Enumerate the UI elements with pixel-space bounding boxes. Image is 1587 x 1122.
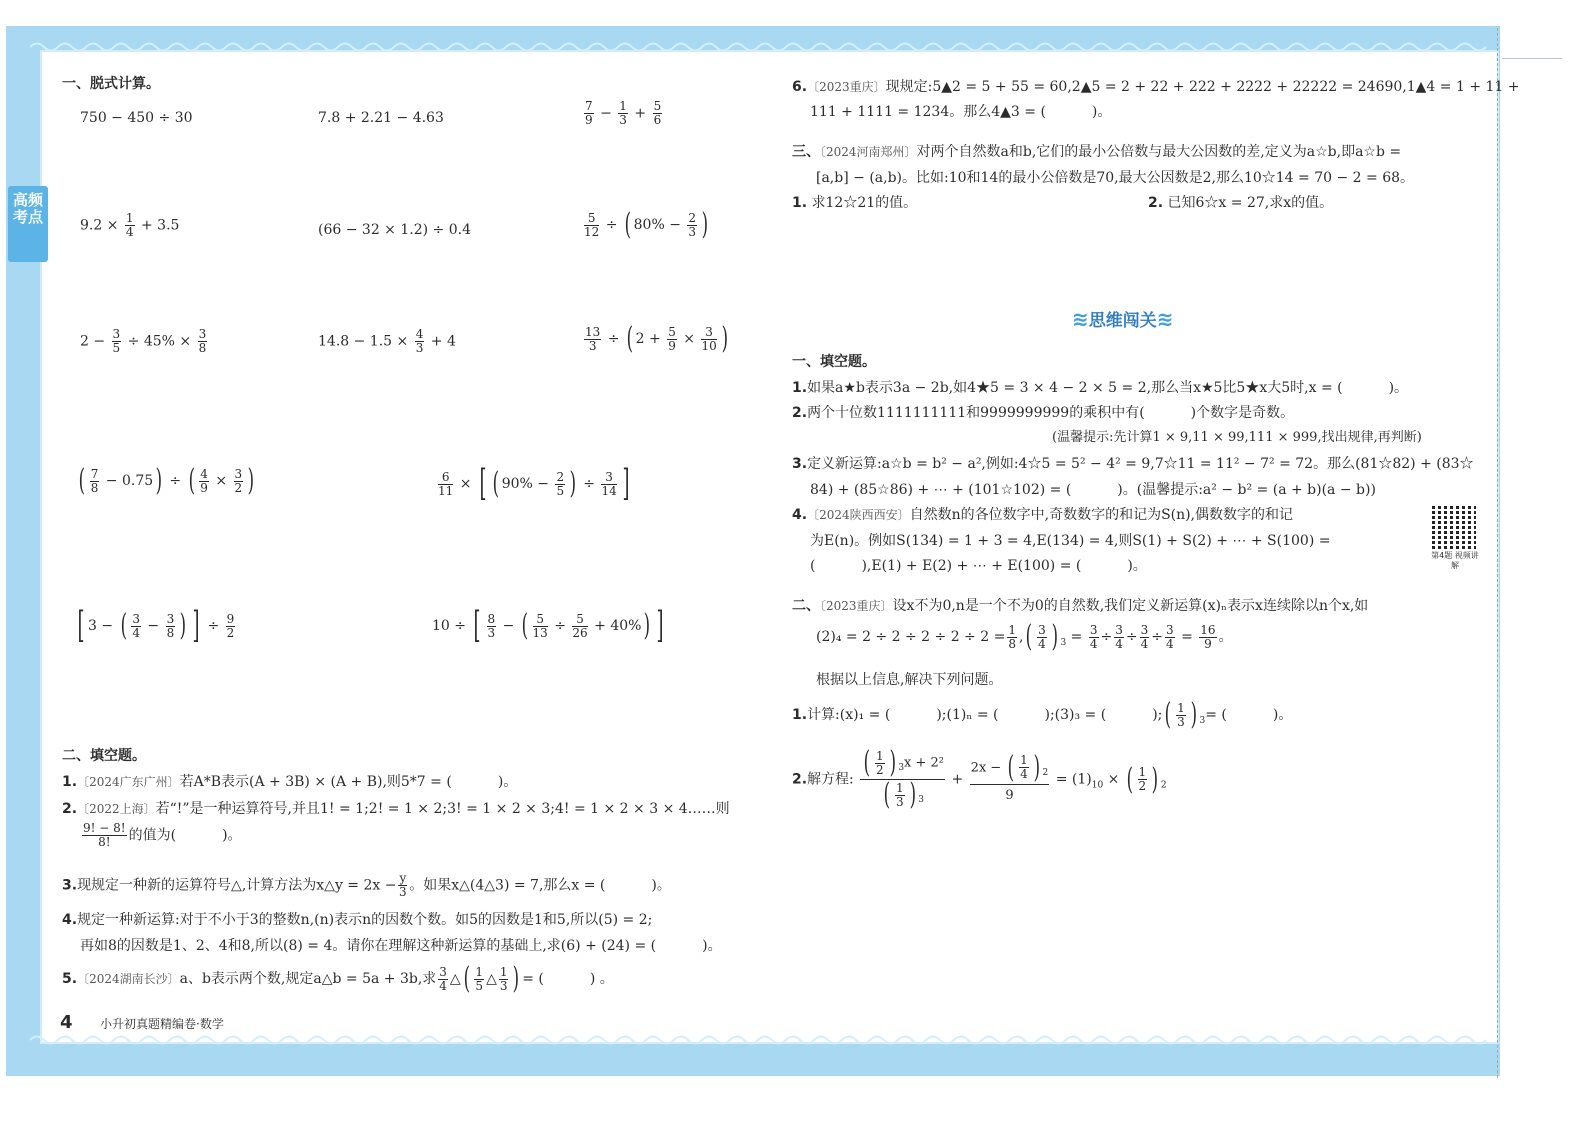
side-tab: 高频考点	[8, 186, 48, 262]
calc-7: 2 − $\frac{3}{5}$ ÷ 45% × $\frac{3}{8}$	[80, 327, 207, 355]
section-1-title: 一、脱式计算。	[62, 76, 160, 92]
fill-q5: 5.〔2024湖南长沙〕a、b表示两个数,规定a△b = 5a + 3b,求 $\frac{3}{4}$ △( $\frac{1}{5}$ △ $\frac{1}{3}$ ) = ( ) 。	[62, 961, 614, 996]
fill-q2-line1: 2.〔2022上海〕若“!”是一种运算符号,并且1! = 1;2! = 1 × 2;3! = 1 × 2 × 3;4! = 1 × 2 × 3 × 4……则	[62, 801, 730, 817]
cut-line	[1497, 28, 1498, 1078]
sec2-p2: 2.解方程: ( $\frac{1}{2}$ ) $_3$x + 2² ( $\frac{1}{3}$ ) $_3$ + 2x − ( $\frac{1}{4}$ ) $_2$ 9 = $(1)_{10}$ × ( $\frac{1}{2}$ ) $_2$	[792, 745, 1167, 813]
section-2-title: 二、填空题。	[62, 748, 146, 764]
sec3-p2: 2. 已知6☆x = 27,求x的值。	[1148, 195, 1334, 211]
think-q1: 1.如果a★b表示3a − 2b,如4★5 = 3 × 4 − 2 × 5 = 2,那么当x★5比5★x大5时,x = ( )。	[792, 380, 1409, 396]
calc-6: $\frac{5}{12}$ ÷ ( 80% − $\frac{2}{3}$ )	[584, 207, 709, 242]
q6-line2: 111 + 1111 = 1234。那么4▲3 = ( )。	[810, 104, 1112, 120]
think-q3-line2: 84) + (85☆86) + ⋯ + (101☆102) = ( )。(温馨提示:a² − b² = (a + b)(a − b))	[810, 482, 1376, 498]
wave-icon: ≋	[1156, 307, 1174, 331]
fill-q4-line2: 再如8的因数是1、2、4和8,所以(8) = 4。请你在理解这种新运算的基础上,求(6) + (24) = ( )。	[80, 938, 722, 954]
crop-mark	[1502, 58, 1562, 59]
think-q4-line1: 4.〔2024陕西西安〕自然数n的各位数字中,奇数数字的和记为S(n),偶数数字的和记	[792, 507, 1294, 523]
sec2-line3: 根据以上信息,解决下列问题。	[816, 672, 1003, 688]
calc-1: 750 − 450 ÷ 30	[80, 110, 193, 126]
calc-10: ( $\frac{7}{8}$ − 0.75) ÷ ( $\frac{4}{9}$ × $\frac{3}{2}$ )	[78, 463, 255, 498]
think-q2-hint: (温馨提示:先计算1 × 9,11 × 99,111 × 999,找出规律,再判断)	[1052, 430, 1422, 445]
calc-2: 7.8 + 2.21 − 4.63	[318, 110, 444, 126]
thinking-section-title: ≋思维闯关≋	[1072, 307, 1174, 331]
sec3-p1: 1. 求12☆21的值。	[792, 195, 918, 211]
think-q3-line1: 3.定义新运算:a☆b = b² − a²,例如:4☆5 = 5² − 4² = 9,7☆11 = 11² − 7² = 72。那么(81☆82) + (83☆	[792, 456, 1474, 472]
think-q4-line2: 为E(n)。例如S(134) = 1 + 3 = 4,E(134) = 4,则S(1) + S(2) + ⋯ + S(100) =	[810, 533, 1331, 549]
calc-5: (66 − 32 × 1.2) ÷ 0.4	[318, 222, 471, 238]
book-title: 小升初真题精编卷·数学	[100, 1017, 224, 1031]
fill-q1: 1.〔2024广东广州〕若A*B表示(A + 3B) × (A + B),则5*7 = ( )。	[62, 774, 518, 790]
sec2-p1: 1.计算:(x)₁ = ( );(1)ₙ = ( );(3)₃ = ( );( $\frac{1}{3}$ ) $_3$= ( )。	[792, 697, 1293, 732]
think-q2: 2.两个十位数1111111111和9999999999的乘积中有( )个数字是奇数。	[792, 405, 1295, 421]
sec3-line1: 三、〔2024河南郑州〕对两个自然数a和b,它们的最小公倍数与最大公因数的差,定义为a☆b,即a☆b =	[792, 144, 1402, 160]
qr-code-icon[interactable]	[1432, 505, 1476, 549]
calc-8: 14.8 − 1.5 × $\frac{4}{3}$ + 4	[318, 327, 456, 355]
qr-caption: 第4题 视频讲解	[1431, 551, 1479, 570]
calc-3: $\frac{7}{9}$ − $\frac{1}{3}$ + $\frac{5}{6}$	[585, 99, 662, 127]
sec3-line2: [a,b] − (a,b)。比如:10和14的最小公倍数是70,最大公因数是2,那么10☆14 = 70 − 2 = 68。	[816, 170, 1415, 186]
think-q4-line3: ( ),E(1) + E(2) + ⋯ + E(100) = ( )。	[810, 558, 1147, 574]
page-number: 4	[60, 1012, 73, 1033]
sec2-line2: (2)₄ = 2 ÷ 2 ÷ 2 ÷ 2 ÷ 2 = $\frac{1}{8}$ ,( $\frac{3}{4}$ ) $_3$ = $\frac{3}{4}$ ÷ $\frac{3}{4}$ ÷ $\frac{3}{4}$ ÷ $\frac{3}{4}$ = $\frac{16}{9}$ 。	[816, 619, 1233, 654]
sec2-line1: 二、〔2023重庆〕设x不为0,n是一个不为0的自然数,我们定义新运算(x)ₙ表示x连续除以n个x,如	[792, 598, 1369, 614]
bottom-wave-border	[30, 1033, 1495, 1047]
fill-q2-line2: $\frac{9! - 8!}{8!}$ 的值为( )。	[83, 821, 242, 849]
fill-q3: 3.现规定一种新的运算符号△,计算方法为x△y = 2x − $\frac{y}{3}$ 。如果x△(4△3) = 7,那么x = ( )。	[62, 871, 671, 899]
calc-13: 10 ÷ [ $\frac{8}{3}$ − ( $\frac{5}{13}$ ÷ $\frac{5}{26}$ + 40%) ]	[432, 605, 664, 646]
calc-12: [ 3 − ( $\frac{3}{4}$ − $\frac{3}{8}$ ) ] ÷ $\frac{9}{2}$	[77, 605, 235, 646]
calc-9: $\frac{13}{3}$ ÷ ( 2 + $\frac{5}{9}$ × $\frac{3}{10}$ )	[585, 321, 728, 356]
q6-line1: 6.〔2023重庆〕现规定:5▲2 = 5 + 55 = 60,2▲5 = 2 + 22 + 222 + 2222 + 22222 = 24690,1▲4 = 1 + 11 +	[792, 79, 1520, 95]
wave-icon: ≋	[1072, 307, 1089, 331]
fill-q4-line1: 4.规定一种新运算:对于不小于3的整数n,(n)表示n的因数个数。如5的因数是1和5,所以(5) = 2;	[62, 912, 653, 928]
calc-11: $\frac{6}{11}$ × [ ( 90% − $\frac{2}{5}$ ) ÷ $\frac{3}{14}$ ]	[438, 463, 630, 504]
calc-4: 9.2 × $\frac{1}{4}$ + 3.5	[80, 211, 180, 239]
fill-section-title: 一、填空题。	[792, 354, 876, 370]
